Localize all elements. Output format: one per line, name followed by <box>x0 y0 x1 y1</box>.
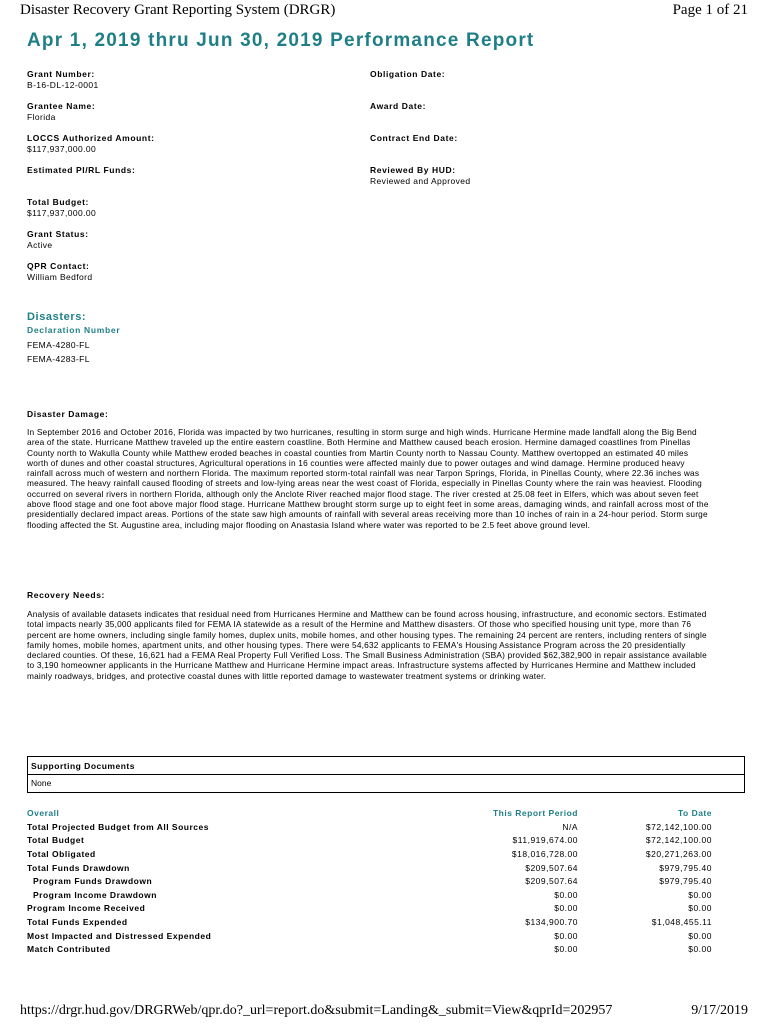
row-label: Total Obligated <box>27 848 96 859</box>
table-row <box>27 820 712 834</box>
field-value: Reviewed and Approved <box>370 176 471 186</box>
award-date-field <box>370 101 426 112</box>
table-row <box>27 915 712 929</box>
disasters-heading: Disasters: <box>27 311 87 323</box>
field-value: $117,937,000.00 <box>27 208 97 218</box>
estimated-pi-field <box>27 165 135 176</box>
financial-summary-table <box>27 806 712 956</box>
field-label: Contract End Date: <box>370 133 458 143</box>
page-number: Page 1 of 21 <box>672 2 748 18</box>
row-period-value: N/A <box>562 821 578 832</box>
row-period-value: $11,919,674.00 <box>512 835 578 846</box>
table-row <box>27 874 712 888</box>
row-period-value: $18,016,728.00 <box>511 848 578 859</box>
qpr-contact-field <box>27 261 93 282</box>
declaration-number-heading: Declaration Number <box>27 325 121 335</box>
recovery-needs-text: Analysis of available datasets indicates that residual need from Hurricanes Hermine and Matthew can be found across housing, infrastructure, and economic sectors. Estimated total impacts nearly 35,000 applicants filed for FEMA IA statewide as a result of the Hermine and Matthew disasters. Of those who specified housing unit type, more than 76 percent are home owners, including single family homes, duplex units, mobile homes, and other housing types. The remaining 24 percent are renters, including renters of single family homes, mobile homes, apartment units, and other housing types. There were 54,632 applicants to FEMA's Housing Assistance Program across the 20 presidentially declared counties. Of these, 16,621 had a FEMA Real Property Full Verified Loss. The Small Business Administration (SBA) provided $62,382,900 in repair assistance available to 3,190 homeowner applicants in the Hurricane Matthew and Hurricane Hermine impact areas. Infrastructure systems affected by Hurricanes Hermine and Matthew included mainly roadways, bridges, and protective coastal dunes with little reported damage to wastewater treatment systems or drinking water. <box>27 609 707 681</box>
field-value: William Bedford <box>27 272 93 282</box>
system-name: Disaster Recovery Grant Reporting System (DRGR) <box>20 2 336 18</box>
field-label: Total Budget: <box>27 197 89 207</box>
field-label: Reviewed By HUD: <box>370 165 456 175</box>
grant-number-field <box>27 69 99 90</box>
row-period-value: $0.00 <box>554 889 578 900</box>
row-label: Program Income Drawdown <box>33 889 157 900</box>
row-label: Total Funds Expended <box>27 916 128 927</box>
row-to-date-value: $20,271,263.00 <box>645 848 712 859</box>
row-label: Most Impacted and Distressed Expended <box>27 930 212 941</box>
table-row <box>27 942 712 956</box>
table-row <box>27 861 712 875</box>
row-period-value: $209,507.64 <box>525 862 578 873</box>
column-header-this-period: This Report Period <box>492 808 578 818</box>
table-row <box>27 902 712 916</box>
row-label: Total Budget <box>27 835 85 846</box>
declaration-item: FEMA-4280-FL <box>27 340 90 350</box>
grantee-name-field <box>27 101 95 122</box>
declaration-item: FEMA-4283-FL <box>27 354 90 364</box>
row-period-value: $209,507.64 <box>525 876 578 887</box>
supporting-documents-label: Supporting Documents <box>28 757 744 775</box>
table-header-row <box>27 806 712 820</box>
footer-date: 9/17/2019 <box>691 1003 748 1018</box>
report-title: Apr 1, 2019 thru Jun 30, 2019 Performance Report <box>27 30 535 51</box>
field-value: $117,937,000.00 <box>27 144 97 154</box>
row-to-date-value: $72,142,100.00 <box>645 835 712 846</box>
row-to-date-value: $72,142,100.00 <box>645 821 712 832</box>
row-label: Program Income Received <box>27 903 146 914</box>
obligation-date-field <box>370 69 445 80</box>
field-value: Florida <box>27 112 56 122</box>
row-label: Program Funds Drawdown <box>33 876 153 887</box>
row-period-value: $0.00 <box>554 930 578 941</box>
field-label: Estimated PI/RL Funds: <box>27 165 136 175</box>
row-to-date-value: $0.00 <box>688 903 712 914</box>
row-to-date-value: $1,048,455.11 <box>651 916 712 927</box>
loccs-amount-field <box>27 133 155 154</box>
field-value: B-16-DL-12-0001 <box>27 80 99 90</box>
reviewed-by-hud-field <box>370 165 471 186</box>
row-to-date-value: $979,795.40 <box>659 876 712 887</box>
field-value: Active <box>27 240 53 250</box>
recovery-needs-heading: Recovery Needs: <box>27 590 105 600</box>
supporting-documents-box <box>27 756 745 793</box>
grant-status-field <box>27 229 89 250</box>
contract-end-date-field <box>370 133 458 144</box>
disaster-damage-heading: Disaster Damage: <box>27 409 109 419</box>
table-row <box>27 888 712 902</box>
field-label: Grant Number: <box>27 69 95 79</box>
row-period-value: $134,900.70 <box>525 916 578 927</box>
field-label: Award Date: <box>370 101 427 111</box>
total-budget-field <box>27 197 96 218</box>
row-period-value: $0.00 <box>554 903 578 914</box>
field-label: QPR Contact: <box>27 261 90 271</box>
field-label: Grantee Name: <box>27 101 96 111</box>
row-label: Match Contributed <box>27 944 111 955</box>
column-header-to-date: To Date <box>677 808 712 818</box>
row-to-date-value: $0.00 <box>688 889 712 900</box>
row-to-date-value: $979,795.40 <box>659 862 712 873</box>
row-label: Total Funds Drawdown <box>27 862 130 873</box>
row-to-date-value: $0.00 <box>688 944 712 955</box>
row-period-value: $0.00 <box>554 944 578 955</box>
supporting-documents-value: None <box>31 778 52 788</box>
row-to-date-value: $0.00 <box>688 930 712 941</box>
field-label: LOCCS Authorized Amount: <box>27 133 155 143</box>
footer-url[interactable]: https://drgr.hud.gov/DRGRWeb/qpr.do?_url=report.do&submit=Landing&_submit=View&qprId=202957 <box>20 1003 613 1018</box>
table-row <box>27 929 712 943</box>
table-row <box>27 847 712 861</box>
field-label: Obligation Date: <box>370 69 446 79</box>
row-label: Total Projected Budget from All Sources <box>27 821 209 832</box>
field-label: Grant Status: <box>27 229 89 239</box>
table-row <box>27 834 712 848</box>
column-header-overall: Overall <box>27 808 60 818</box>
disaster-damage-text: In September 2016 and October 2016, Florida was impacted by two hurricanes, resulting in storm surge and high winds. Hurricane Hermine made landfall along the Big Bend area of the state. Hurricane Matthew traveled up the entire eastern coastline. Both Hermine and Matthew caused beach erosion. Hermine damaged coastlines from Pinellas County north to Wakulla County while Matthew eroded beaches in coastal counties from Martin County north to Nassau County. Matthew overtopped an estimated 40 miles worth of dunes and other coastal structures, Agricultural operations in 16 counties were affected mainly due to power outages and wind damage. Hermine produced heavy rainfall across much of western and northern Florida. The maximum reported storm-total rainfall was near Tarpon Springs, Florida, in Pinellas County, where 22.36 inches was measured. The heavy rainfall caused flooding of streets and low-lying areas near the west coast of Florida, especially in Pinellas County where the rain was heaviest. Flooding occurred on several rivers in northern Florida, although only the Anclote River reached major flood stage. The river crested at 25.08 feet in Elfers, which was about seven feet above flood stage and one foot above major flood stage. Hurricane Matthew brought storm surge up to eight feet in some areas, damaging winds, and rainfall across most of the presidentially declared impact areas. Portions of the state saw high amounts of rainfall with several areas receiving more than 10 inches of rain in a 24-hour period. Storm surge flooding affected the St. Augustine area, including major flooding on Anastasia Island where water was reported to be 2.5 feet above ground level. <box>27 427 709 530</box>
